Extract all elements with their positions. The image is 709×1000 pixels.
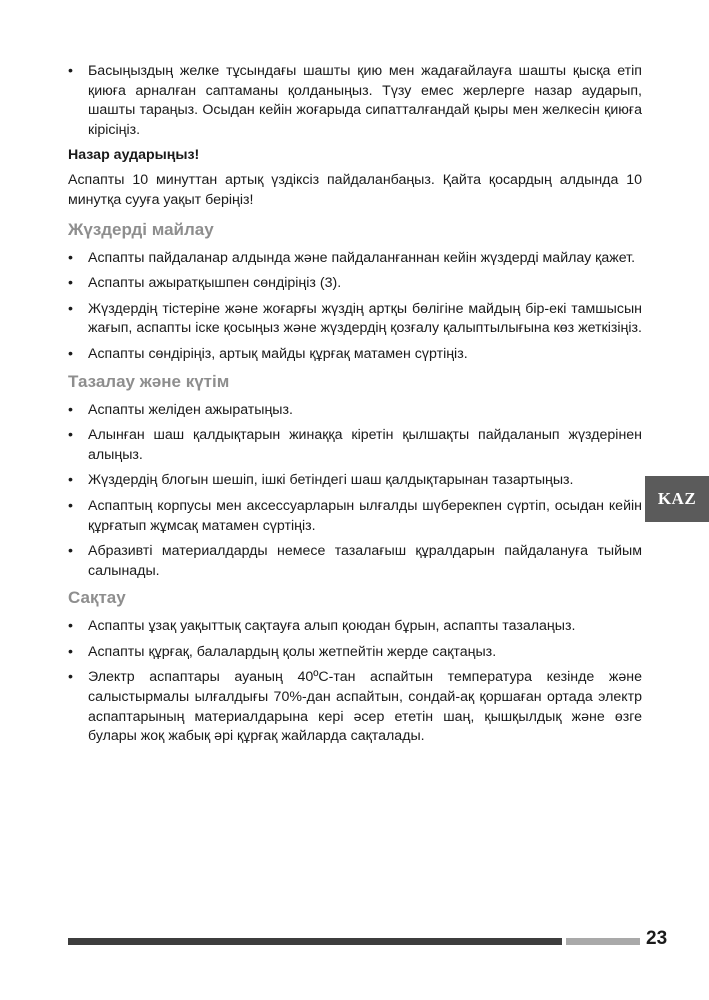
list-item: • Алынған шаш қалдықтарын жинаққа кіретін қылшақты пайдаланып жүздерінен алыңыз. bbox=[68, 426, 642, 465]
storage-list bbox=[68, 617, 642, 747]
page-number: 23 bbox=[646, 928, 668, 949]
note-text: Аспапты 10 минуттан артық үздіксіз пайдаланбаңыз. Қайта қосардың алдында 10 минутқа сууға уақыт беріңіз! bbox=[68, 172, 642, 208]
list-item: • Электр аспаптары ауаның 40ºС-тан аспайтын температура кезінде және салыстырмалы ылғалдығы 70%-дан аспайтын, сондай-ақ қоршаған ортада электр аспаптарының материалдарына кері әсер ететін шаң, қышқылдық және өзге булары жоқ жабық әрі құрғақ жайларда сақталады. bbox=[68, 668, 642, 746]
list-item: • Аспапты ажыратқышпен сөндіріңіз (3). bbox=[68, 274, 642, 294]
list-item: • Аспаптың корпусы мен аксессуарларын ылғалды шүберекпен сүртіп, осыдан кейін құрғатып жұмсақ матамен сүртіңіз. bbox=[68, 497, 642, 536]
lubrication-list bbox=[68, 249, 642, 365]
section-title-storage: Сақтау bbox=[68, 588, 126, 608]
section-title-lubrication: Жүздерді майлау bbox=[68, 219, 214, 239]
section-title-cleaning: Тазалау және күтім bbox=[68, 371, 230, 391]
list-item: • Аспапты желіден ажыратыңыз. bbox=[68, 401, 642, 421]
list-item: • Аспапты құрғақ, балалардың қолы жетпейтін жерде сақтаңыз. bbox=[68, 643, 642, 663]
intro-list bbox=[68, 62, 642, 140]
list-item: • Жүздердің блогын шешіп, ішкі бетіндегі шаш қалдықтарынан тазартыңыз. bbox=[68, 471, 642, 491]
list-item: • Жүздердің тістеріне және жоғарғы жүздің артқы бөлігіне майдың бір-екі тамшысын жағып, аспапты іске қосыңыз және жүздердің қозғалу қалыптылығына көз жеткізіңіз. bbox=[68, 300, 642, 339]
footer-rule-light bbox=[566, 938, 640, 945]
list-item: • Абразивті материалдарды немесе тазалағыш құралдарын пайдалануға тыйым салынады. bbox=[68, 542, 642, 581]
language-tab: KAZ bbox=[645, 476, 709, 522]
footer-rule-dark bbox=[68, 938, 562, 945]
list-item: • Аспапты пайдаланар алдында және пайдаланғаннан кейін жүздерді майлау қажет. bbox=[68, 249, 642, 269]
cleaning-list bbox=[68, 401, 642, 582]
list-item: • Аспапты сөндіріңіз, артық майды құрғақ матамен сүртіңіз. bbox=[68, 345, 642, 365]
note-title: Назар аударыңыз! bbox=[68, 147, 200, 164]
page-content bbox=[68, 62, 642, 753]
list-item: • Аспапты ұзақ уақыттық сақтауға алып қоюдан бұрын, аспапты тазалаңыз. bbox=[68, 617, 642, 637]
list-item: • Басыңыздың желке тұсындағы шашты қию мен жадағайлауға шашты қысқа етіп қиюға арналған саптаманы қолданыңыз. Түзу емес жерлерге назар аударып, шашты тараңыз. Осыдан кейін жоғарыда сипатталғандай қыры мен желкесін қиюға кірісіңіз. bbox=[68, 62, 642, 140]
